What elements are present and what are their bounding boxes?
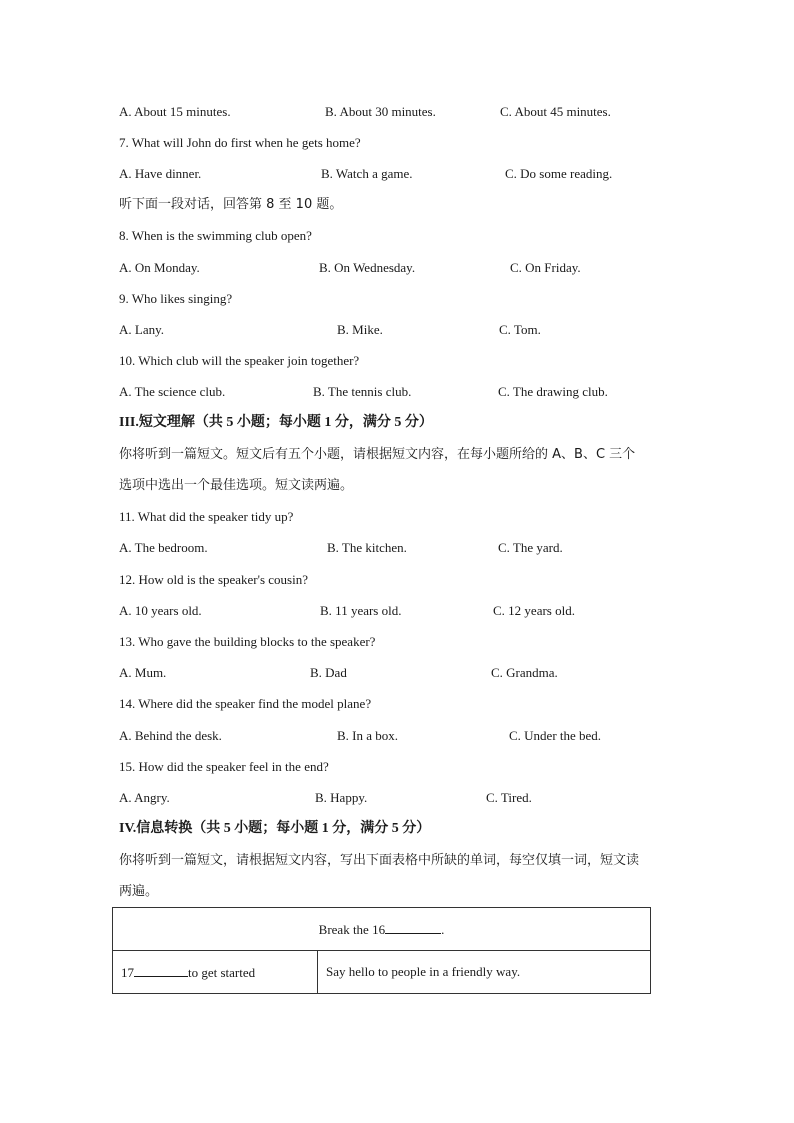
q10-option-c: C. The drawing club. [498, 384, 608, 399]
q11-question: 11. What did the speaker tidy up? [119, 509, 294, 524]
info-table [112, 907, 651, 994]
q10-option-a: A. The science club. [119, 384, 226, 399]
q13-option-a: A. Mum. [119, 665, 167, 680]
q15-option-c: C. Tired. [486, 790, 532, 805]
q10-option-b: B. The tennis club. [313, 384, 412, 399]
q15-option-a: A. Angry. [119, 790, 170, 805]
q14-option-a: A. Behind the desk. [119, 728, 222, 743]
q7-question: 7. What will John do first when he gets home? [119, 135, 361, 150]
section4-instruction-line1: 你将听到一篇短文，请根据短文内容，写出下面表格中所缺的单词，每空仅填一词，短文读 [119, 853, 640, 868]
q14-option-c: C. Under the bed. [509, 728, 602, 743]
table-title-prefix: Break the 16 [318, 921, 386, 937]
q11-option-a: A. The bedroom. [119, 540, 208, 555]
q9-option-b: B. Mike. [337, 322, 383, 337]
q14-question: 14. Where did the speaker find the model plane? [119, 696, 372, 711]
q13-question: 13. Who gave the building blocks to the speaker? [119, 634, 376, 649]
q6-option-a: A. About 15 minutes. [119, 104, 231, 119]
q11-option-c: C. The yard. [498, 540, 563, 555]
q8-question: 8. When is the swimming club open? [119, 228, 312, 243]
q15-option-b: B. Happy. [315, 790, 368, 805]
section4-instruction-line2: 两遍。 [119, 884, 159, 899]
answer-blank-17[interactable] [134, 964, 188, 977]
row1-right-text: Say hello to people in a friendly way. [326, 964, 521, 979]
q14-option-b: B. In a box. [337, 728, 399, 743]
q12-option-a: A. 10 years old. [119, 603, 202, 618]
q8-option-b: B. On Wednesday. [319, 260, 416, 275]
q7-option-b: B. Watch a game. [321, 166, 413, 181]
q10-question: 10. Which club will the speaker join together? [119, 353, 360, 368]
table-row [113, 951, 651, 994]
q7-option-a: A. Have dinner. [119, 166, 202, 181]
q12-option-c: C. 12 years old. [493, 603, 575, 618]
q6-option-b: B. About 30 minutes. [325, 104, 436, 119]
dialogue-instruction: 听下面一段对话，回答第 8 至 10 题。 [119, 197, 343, 212]
section3-instruction-line2: 选项中选出一个最佳选项。短文读两遍。 [119, 478, 354, 493]
q9-question: 9. Who likes singing? [119, 291, 233, 306]
table-left-cell [113, 951, 318, 994]
answer-blank-16[interactable] [385, 921, 441, 934]
row1-left-text: to get started [188, 964, 256, 980]
q13-option-b: B. Dad [310, 665, 347, 680]
q6-option-c: C. About 45 minutes. [500, 104, 611, 119]
table-title-cell [113, 908, 651, 951]
q9-option-c: C. Tom. [499, 322, 541, 337]
table-title-suffix: . [441, 921, 445, 937]
q12-option-b: B. 11 years old. [320, 603, 402, 618]
row1-number: 17 [121, 964, 134, 980]
table-row [113, 908, 651, 951]
q9-option-a: A. Lany. [119, 322, 165, 337]
section3-instruction-line1: 你将听到一篇短文。短文后有五个小题，请根据短文内容，在每小题所给的 A、B、C 三个 [119, 447, 636, 462]
q11-option-b: B. The kitchen. [327, 540, 407, 555]
q13-option-c: C. Grandma. [491, 665, 558, 680]
section4-heading: IV.信息转换（共 5 小题；每小题 1 分，满分 5 分） [119, 821, 431, 836]
q7-option-c: C. Do some reading. [505, 166, 613, 181]
section3-heading: III.短文理解（共 5 小题；每小题 1 分，满分 5 分） [119, 415, 433, 430]
table-right-cell [318, 951, 651, 994]
q8-option-c: C. On Friday. [510, 260, 581, 275]
q12-question: 12. How old is the speaker's cousin? [119, 572, 309, 587]
q15-question: 15. How did the speaker feel in the end? [119, 759, 329, 774]
q8-option-a: A. On Monday. [119, 260, 200, 275]
